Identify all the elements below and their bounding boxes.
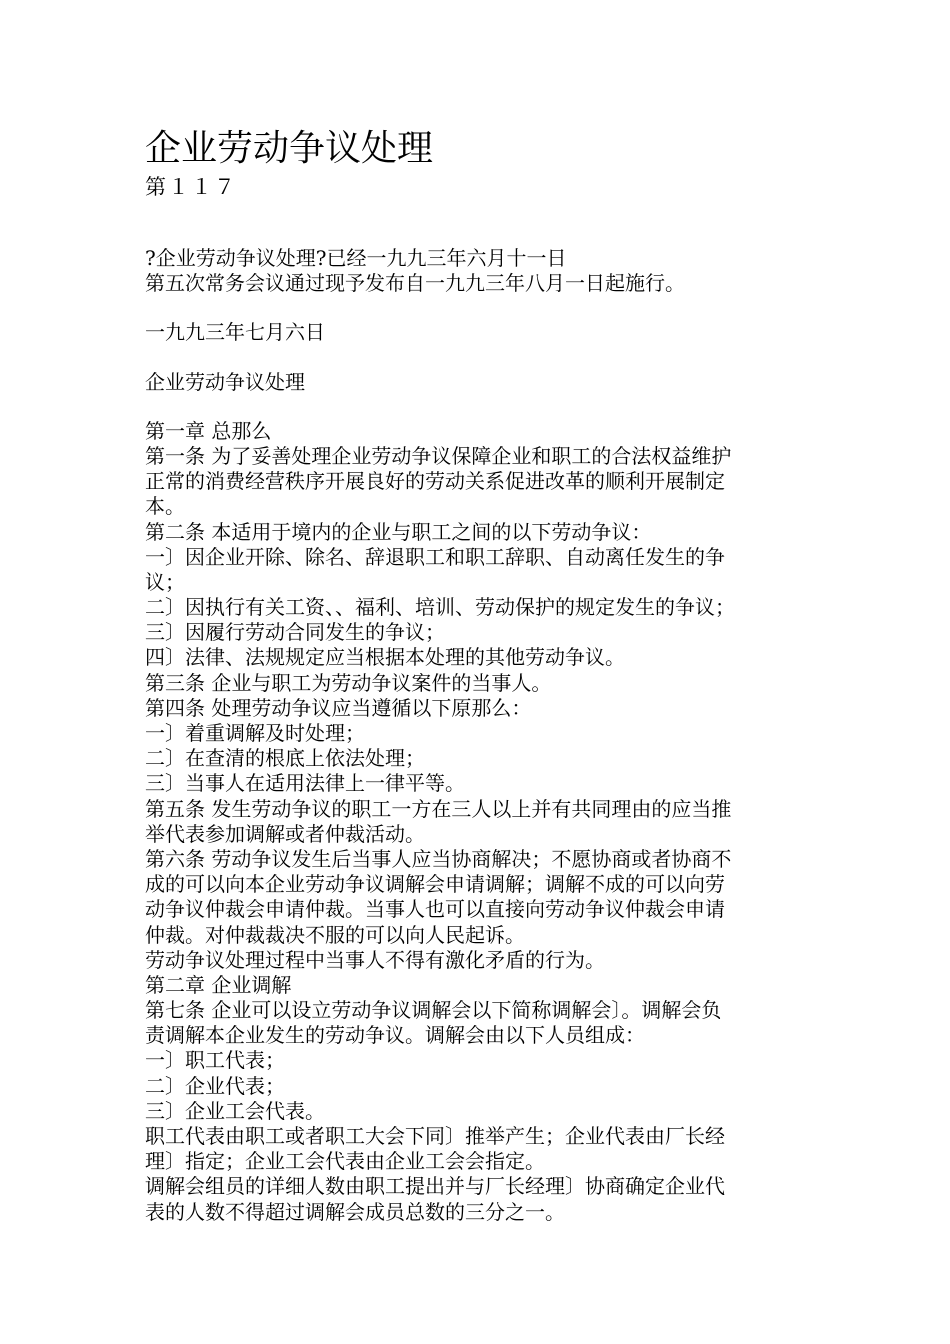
text-line: 第二章 企业调解 (145, 972, 292, 997)
text-line: 三〕当事人在适用法律上一律平等。 (145, 771, 465, 796)
text-line: 一〕着重调解及时处理； (145, 721, 365, 745)
text-line: 表的人数不得超过调解会成员总数的三分之一。 (145, 1199, 565, 1224)
document-number: 第１１７ (145, 175, 237, 199)
text-line: 第四条 处理劳动争议应当遵循以下原那么： (145, 695, 532, 720)
issue-date: 一九九三年七月六日 (145, 320, 325, 345)
text-line: 一〕因企业开除、除名、辞退职工和职工辞职、自动离任发生的争 (145, 544, 725, 569)
text-line: 理〕指定；企业工会代表由企业工会会指定。 (145, 1149, 545, 1174)
text-line: 劳动争议处理过程中当事人不得有激化矛盾的行为。 (145, 947, 605, 972)
text-line: 二〕因执行有关工资、、福利、培训、劳动保护的规定发生的争议； (145, 595, 735, 620)
text-line: 二〕在查清的根底上依法处理； (145, 746, 425, 771)
intro-line: ?企业劳动争议处理?已经一九九三年六月十一日 (145, 246, 567, 270)
text-line: 调解会组员的详细人数由职工提出并与厂长经理〕协商确定企业代 (145, 1174, 725, 1199)
text-line: 本。 (145, 494, 185, 519)
text-line: 正常的消费经营秩序开展良好的劳动关系促进改革的顺利开展制定 (145, 469, 725, 494)
text-line: 动争议仲裁会申请仲裁。当事人也可以直接向劳动争议仲裁会申请 (145, 897, 725, 922)
regulation-heading: 企业劳动争议处理 (145, 369, 305, 394)
paragraph-gap (145, 346, 805, 370)
document-body (145, 246, 805, 1225)
text-line: 举代表参加调解或者仲裁活动。 (145, 821, 425, 846)
text-line: 第七条 企业可以设立劳动争议调解会以下简称调解会〕。调解会负 (145, 998, 722, 1023)
text-line: 第三条 企业与职工为劳动争议案件的当事人。 (145, 670, 552, 695)
text-line: 三〕企业工会代表。 (145, 1098, 325, 1123)
text-line: 第一章 总那么 (145, 418, 272, 443)
text-line: 第一条 为了妥善处理企业劳动争议保障企业和职工的合法权益维护 (145, 443, 732, 468)
text-line: 责调解本企业发生的劳动争议。调解会由以下人员组成： (145, 1023, 645, 1048)
text-line: 仲裁。对仲裁裁决不服的可以向人民起诉。 (145, 922, 525, 947)
text-line: 一〕职工代表； (145, 1048, 285, 1073)
text-line: 第六条 劳动争议发生后当事人应当协商解决；不愿协商或者协商不 (145, 846, 732, 871)
document-title: 企业劳动争议处理 (145, 128, 434, 169)
text-line: 四〕法律、法规规定应当根据本处理的其他劳动争议。 (145, 645, 625, 670)
paragraph-gap (145, 395, 805, 419)
text-line: 二〕企业代表； (145, 1073, 285, 1098)
intro-line: 第五次常务会议通过现予发布自一九九三年八月一日起施行。 (145, 271, 685, 296)
text-line: 第五条 发生劳动争议的职工一方在三人以上并有共同理由的应当推 (145, 796, 732, 821)
text-line: 三〕因履行劳动合同发生的争议； (145, 620, 445, 645)
text-line: 议； (145, 569, 185, 594)
text-line: 第二条 本适用于境内的企业与职工之间的以下劳动争议： (145, 519, 652, 544)
paragraph-gap (145, 296, 805, 320)
text-line: 职工代表由职工或者职工大会下同〕推举产生；企业代表由厂长经 (145, 1124, 725, 1148)
text-line: 成的可以向本企业劳动争议调解会申请调解；调解不成的可以向劳 (145, 872, 725, 897)
